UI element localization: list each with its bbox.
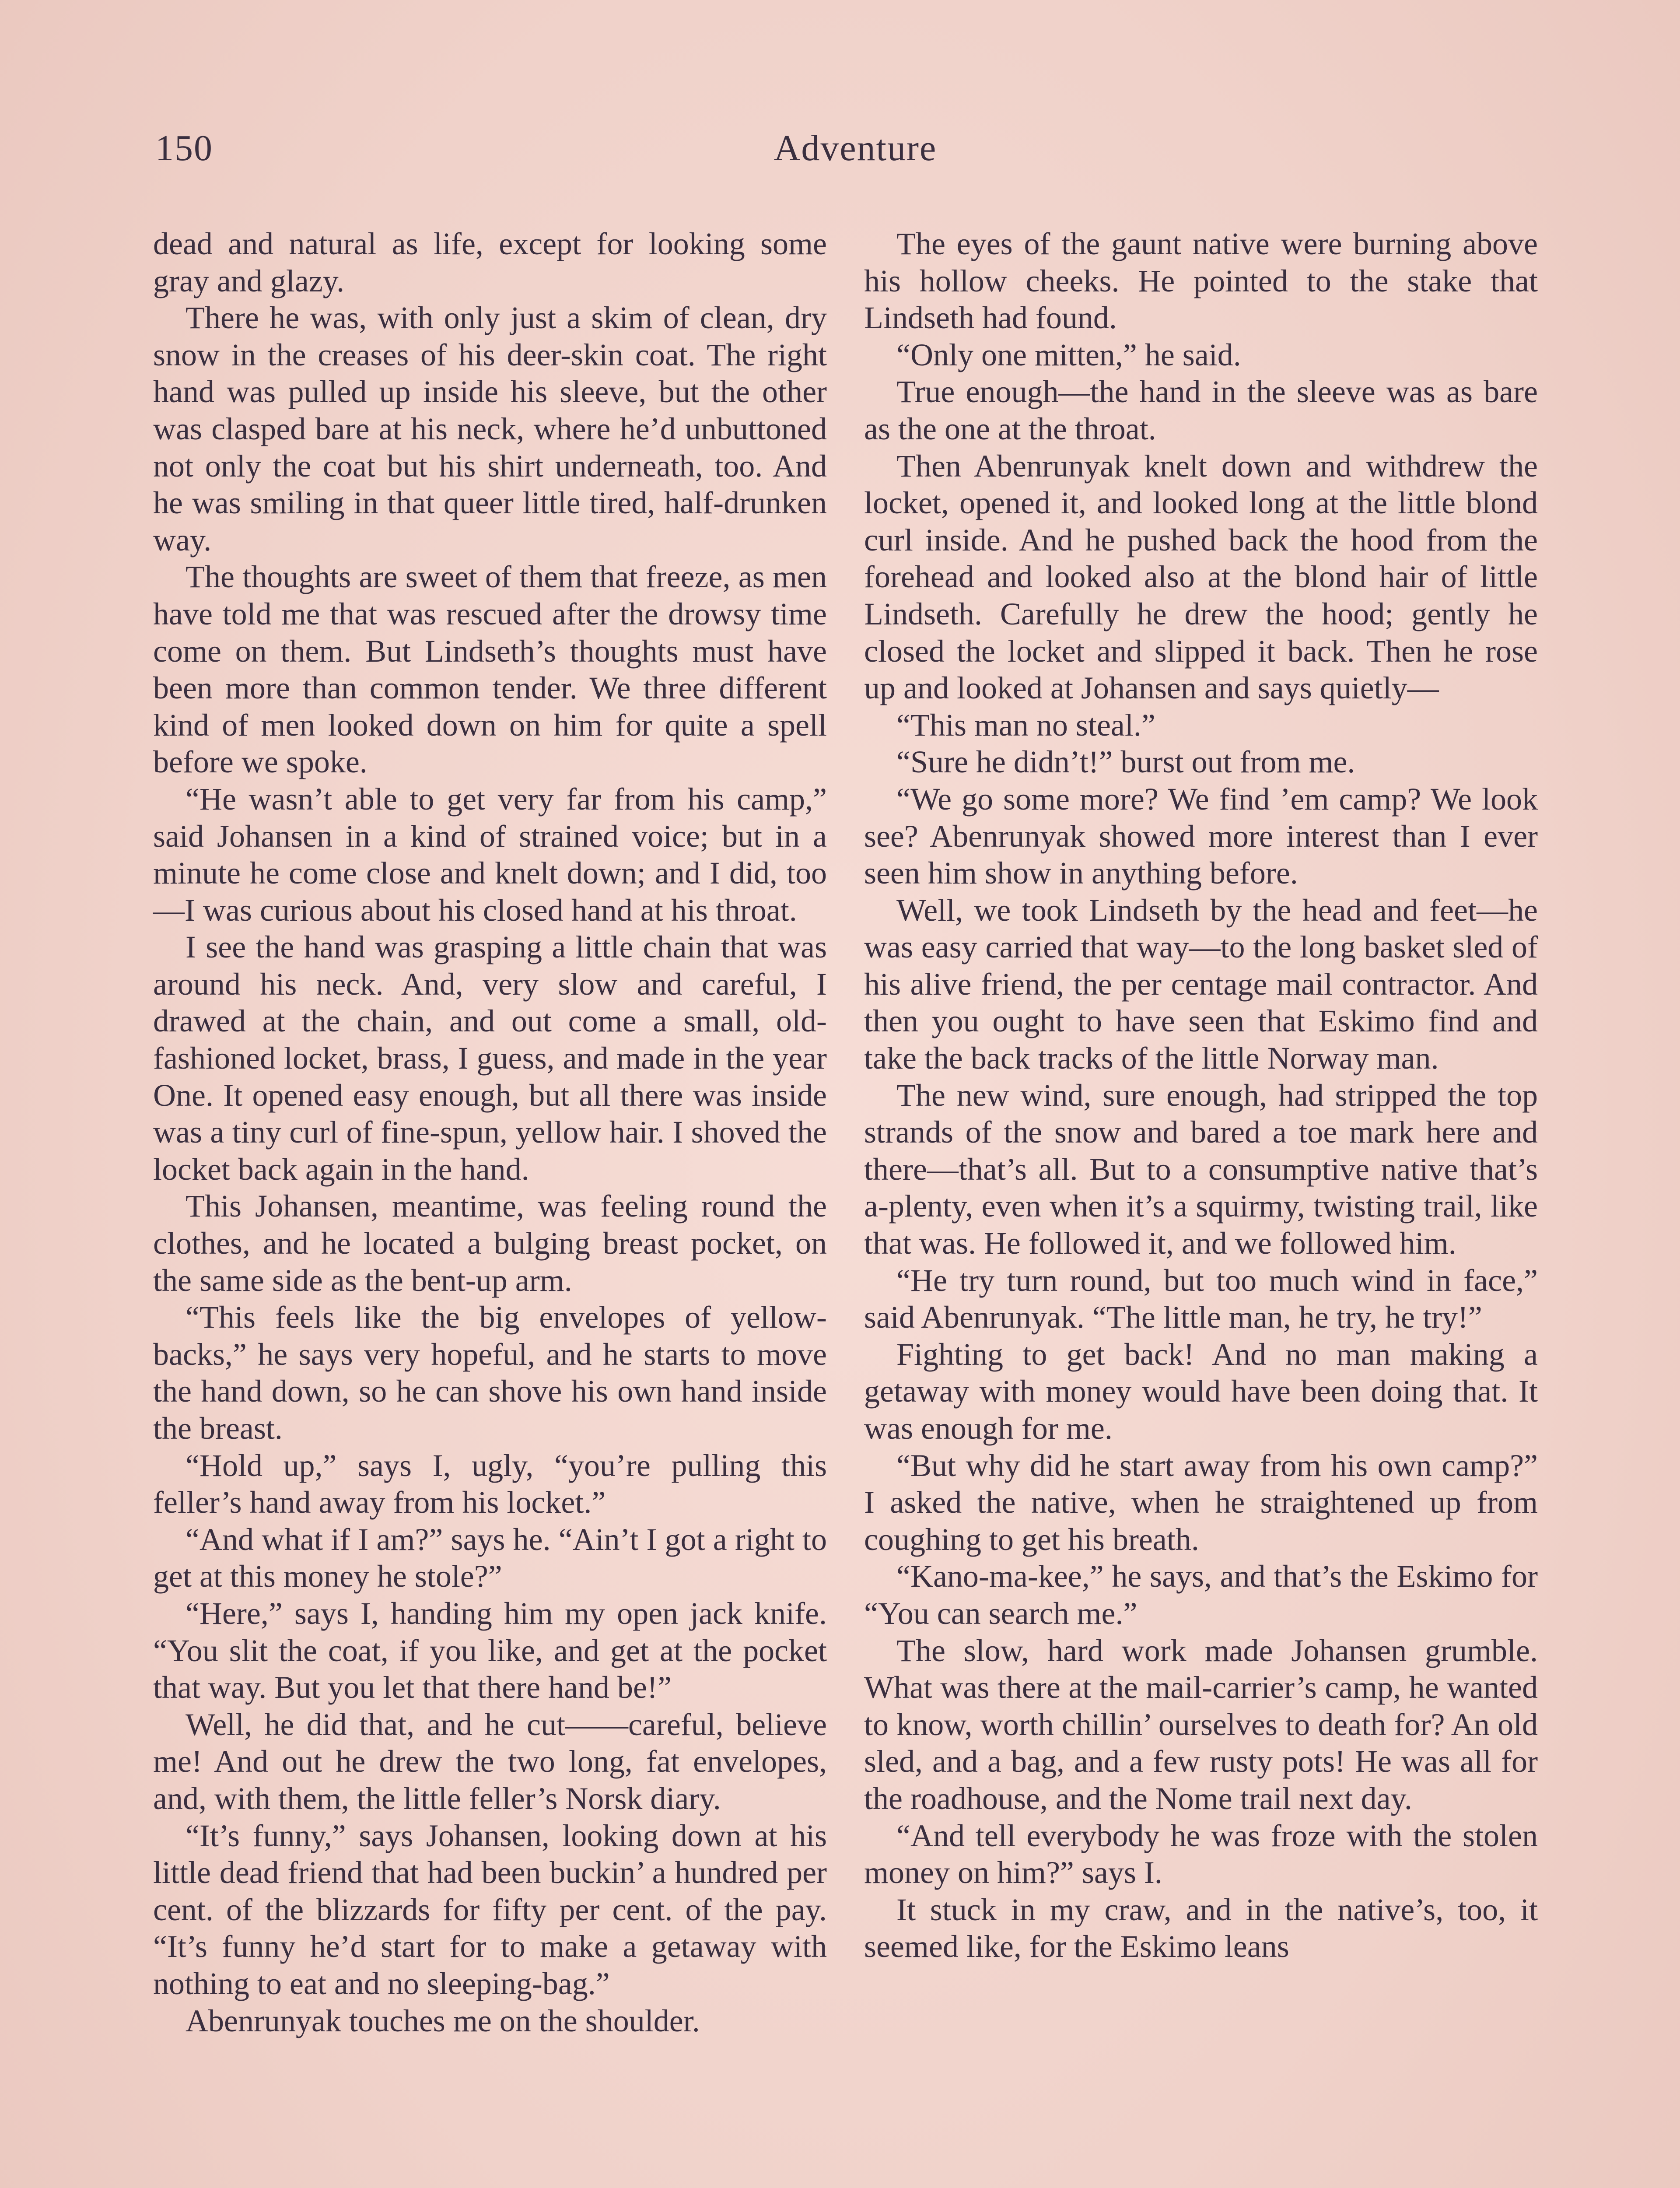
paragraph: “This man no steal.” xyxy=(896,707,1155,743)
paragraph: Fighting to get back! And no man making a getaway with money would have been doing that. It was enough for me. xyxy=(864,1336,1538,1446)
paragraph: “He try turn round, but too much wind in face,” said Abenrunyak. “The little man, he try, he try!” xyxy=(864,1262,1538,1335)
paragraph: This Johansen, meantime, was feeling round the clothes, and he located a bulging breast pocket, on the same side as the bent-up arm. xyxy=(153,1189,827,1298)
paragraph: “And tell everybody he was froze with the stolen money on him?” says I. xyxy=(864,1818,1538,1890)
paragraph: The new wind, sure enough, had stripped the top strands of the snow and bared a toe mark here and there—that’s all. But to a consumptive native that’s a-plenty, even when it’s a squirmy, twisting trail, like that was. He followed it, and we followed him. xyxy=(864,1077,1538,1261)
left-column xyxy=(153,225,827,2039)
paragraph: “And what if I am?” says he. “Ain’t I got a right to get at this money he stole?” xyxy=(153,1522,827,1594)
paragraph: True enough—the hand in the sleeve was as bare as the one at the throat. xyxy=(864,374,1538,446)
paragraph: “This feels like the big envelopes of yellow-backs,” he says very hopeful, and he starts to move the hand down, so he can shove his own hand inside the breast. xyxy=(153,1300,827,1446)
paragraph: There he was, with only just a skim of clean, dry snow in the creases of his deer-skin coat. The right hand was pulled up inside his sleeve, but the other was clasped bare at his neck, where he’d unbuttoned not only the coat but his shirt underneath, too. And he was smiling in that queer little tired, half-drunken way. xyxy=(153,300,827,558)
paragraph: It stuck in my craw, and in the native’s, too, it seemed like, for the Eskimo leans xyxy=(864,1892,1538,1964)
paragraph: The eyes of the gaunt native were burning above his hollow cheeks. He pointed to the stake that Lindseth had found. xyxy=(864,226,1538,336)
paragraph: “Hold up,” says I, ugly, “you’re pulling this feller’s hand away from his locket.” xyxy=(153,1448,827,1520)
paragraph: “It’s funny,” says Johansen, looking down at his little dead friend that had been buckin’ a hundred per cent. of the blizzards for fifty per cent. of the pay. “It’s funny he’d start for to make a getaway with nothing to eat and no sleeping-bag.” xyxy=(153,1818,827,2001)
paragraph: “Kano-ma-kee,” he says, and that’s the Eskimo for “You can search me.” xyxy=(864,1559,1538,1631)
paragraph: Then Abenrunyak knelt down and withdrew the locket, opened it, and looked long at the little blond curl inside. And he pushed back the hood from the forehead and looked also at the blond hair of little Lindseth. Carefully he drew the hood; gently he closed the locket and slipped it back. Then he rose up and looked at Johansen and says quietly— xyxy=(864,448,1538,706)
paragraph: Well, he did that, and he cut——careful, believe me! And out he drew the two long, fat envelopes, and, with them, the little feller’s Norsk diary. xyxy=(153,1707,827,1816)
paragraph: “Only one mitten,” he said. xyxy=(896,337,1241,372)
paragraph: Well, we took Lindseth by the head and feet—he was easy carried that way—to the long basket sled of his alive friend, the per centage mail contractor. And then you ought to have seen that Eskimo find and take the back tracks of the little Norway man. xyxy=(864,892,1538,1076)
right-column xyxy=(864,225,1538,1965)
paragraph: “We go some more? We find ’em camp? We look see? Abenrunyak showed more interest than I ever seen him show in anything before. xyxy=(864,781,1538,891)
paragraph: “But why did he start away from his own camp?” I asked the native, when he straightened up from coughing to get his breath. xyxy=(864,1448,1538,1557)
paragraph: “He wasn’t able to get very far from his camp,” said Johansen in a kind of strained voice; but in a minute he come close and knelt down; and I did, too—I was curious about his closed hand at his throat. xyxy=(153,781,827,928)
paragraph: “Here,” says I, handing him my open jack knife. “You slit the coat, if you like, and get at the pocket that way. But you let that there hand be!” xyxy=(153,1595,827,1705)
paragraph: The slow, hard work made Johansen grumble. What was there at the mail-carrier’s camp, he wanted to know, worth chillin’ ourselves to death for? An old sled, and a bag, and a few rusty pots! He was all for the roadhouse, and the Nome trail next day. xyxy=(864,1633,1538,1816)
page-title: Adventure xyxy=(774,128,937,168)
page-header xyxy=(155,127,1555,193)
paragraph: The thoughts are sweet of them that freeze, as men have told me that was rescued after the drowsy time come on them. But Lindseth’s thoughts must have been more than common tender. We three different kind of men looked down on him for quite a spell before we spoke. xyxy=(153,559,827,780)
page-number: 150 xyxy=(155,128,213,168)
paragraph: dead and natural as life, except for looking some gray and glazy. xyxy=(153,226,827,298)
paragraph: “Sure he didn’t!” burst out from me. xyxy=(896,744,1355,780)
paragraph: I see the hand was grasping a little chain that was around his neck. And, very slow and careful, I drawed at the chain, and out come a small, old-fashioned locket, brass, I guess, and made in the year One. It opened easy enough, but all there was inside was a tiny curl of fine-spun, yellow hair. I shoved the locket back again in the hand. xyxy=(153,929,827,1187)
paragraph: Abenrunyak touches me on the shoulder. xyxy=(186,2003,700,2038)
